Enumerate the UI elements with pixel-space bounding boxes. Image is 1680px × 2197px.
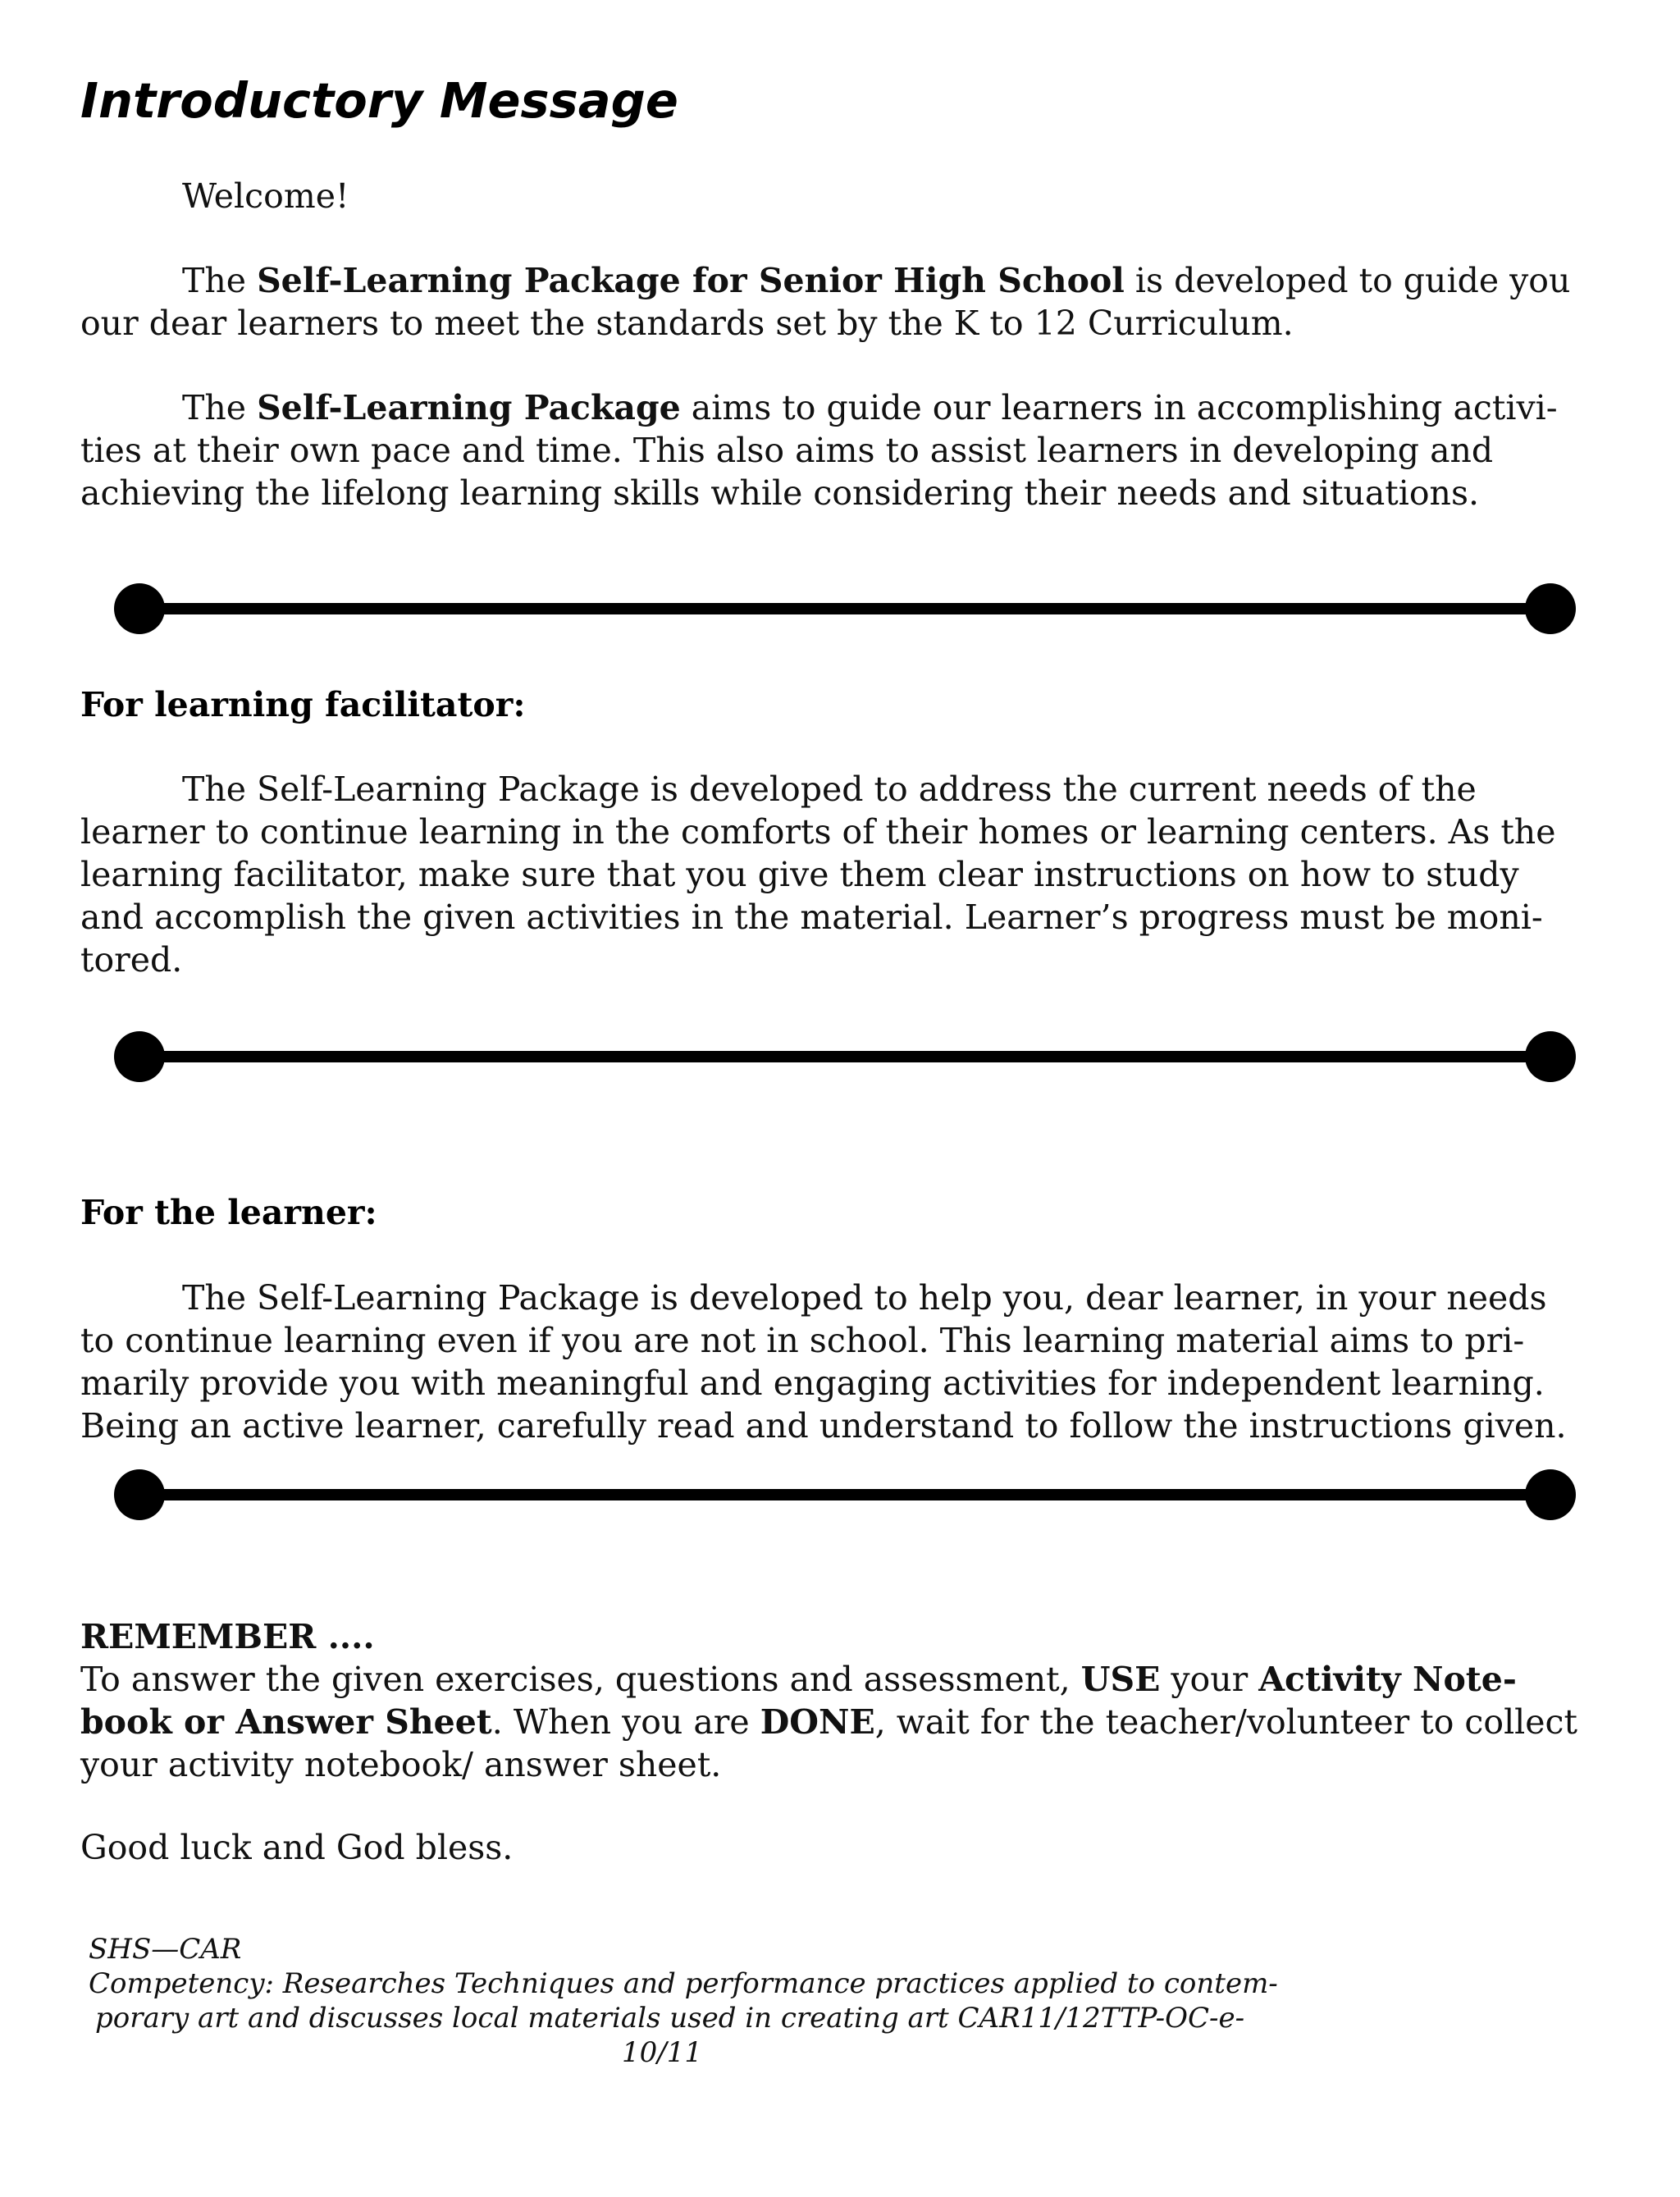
footer xyxy=(89,1932,1278,2070)
closing-text: Good luck and God bless. xyxy=(80,1828,514,1867)
divider-dot-left xyxy=(114,1031,165,1082)
intro-paragraph-1 xyxy=(80,259,1608,345)
footer-competency-line: Competency: Researches Techniques and performance practices applied to contem- xyxy=(89,1967,1278,2000)
learner-line: to continue learning even if you are not in school. This learning material aims to pri- xyxy=(80,1321,1525,1360)
intro-p1-line-2: our dear learners to meet the standards set by the K to 12 Curriculum. xyxy=(80,304,1294,343)
remember-line-3: your activity notebook/ answer sheet. xyxy=(80,1745,722,1784)
facilitator-line: and accomplish the given activities in the material. Learner’s progress must be moni- xyxy=(80,898,1543,937)
footer-code: SHS—CAR xyxy=(89,1933,242,1966)
divider-dot-right xyxy=(1525,1031,1576,1082)
learner-line: marily provide you with meaningful and engaging activities for independent learning. xyxy=(80,1363,1545,1403)
divider-dot-left xyxy=(114,583,165,634)
intro-p2-line-2: ties at their own pace and time. This also aims to assist learners in developing and xyxy=(80,431,1494,470)
divider-dot-right xyxy=(1525,583,1576,634)
facilitator-line: learning facilitator, make sure that you give them clear instructions on how to study xyxy=(80,855,1519,894)
remember-line-1: To answer the given exercises, questions and assessment, USE your Activity Note- xyxy=(80,1660,1517,1699)
intro-p1-bold: Self-Learning Package for Senior High School xyxy=(257,261,1125,300)
footer-competency-line: porary art and discusses local materials used in creating art CAR11/12TTP-OC-e- xyxy=(95,2002,1245,2035)
facilitator-paragraph xyxy=(80,768,1608,981)
learner-paragraph xyxy=(80,1277,1608,1447)
remember-line-2: book or Answer Sheet. When you are DONE, wait for the teacher/volunteer to collect xyxy=(80,1702,1577,1742)
footer-page-code: 10/11 xyxy=(622,2036,702,2069)
facilitator-line: learner to continue learning in the comforts of their homes or learning centers. As the xyxy=(80,812,1556,852)
welcome-text: Welcome! xyxy=(182,176,349,216)
intro-p2-line-3: achieving the lifelong learning skills while considering their needs and situations. xyxy=(80,473,1480,513)
page-title: Introductory Message xyxy=(80,72,678,129)
divider-bar xyxy=(139,1051,1551,1062)
remember-section xyxy=(80,1615,1608,1786)
learner-line: The Self-Learning Package is developed to help you, dear learner, in your needs xyxy=(182,1278,1547,1318)
intro-paragraph-2 xyxy=(80,386,1608,514)
remember-heading: REMEMBER .... xyxy=(80,1617,375,1656)
section-divider xyxy=(114,1030,1576,1083)
facilitator-heading: For learning facilitator: xyxy=(80,685,526,724)
intro-p1-line-1: The Self-Learning Package for Senior High School is developed to guide you xyxy=(182,261,1571,300)
learner-line: Being an active learner, carefully read and understand to follow the instructions given. xyxy=(80,1406,1567,1446)
intro-p2-line-1: The Self-Learning Package aims to guide our learners in accomplishing activi- xyxy=(182,388,1558,427)
divider-dot-right xyxy=(1525,1469,1576,1520)
section-divider xyxy=(114,1468,1576,1521)
facilitator-line: tored. xyxy=(80,940,183,980)
divider-dot-left xyxy=(114,1469,165,1520)
divider-bar xyxy=(139,603,1551,614)
learner-heading: For the learner: xyxy=(80,1193,377,1232)
intro-p2-bold: Self-Learning Package xyxy=(257,388,681,427)
section-divider xyxy=(114,582,1576,635)
divider-bar xyxy=(139,1489,1551,1500)
facilitator-line: The Self-Learning Package is developed to address the current needs of the xyxy=(182,770,1477,809)
